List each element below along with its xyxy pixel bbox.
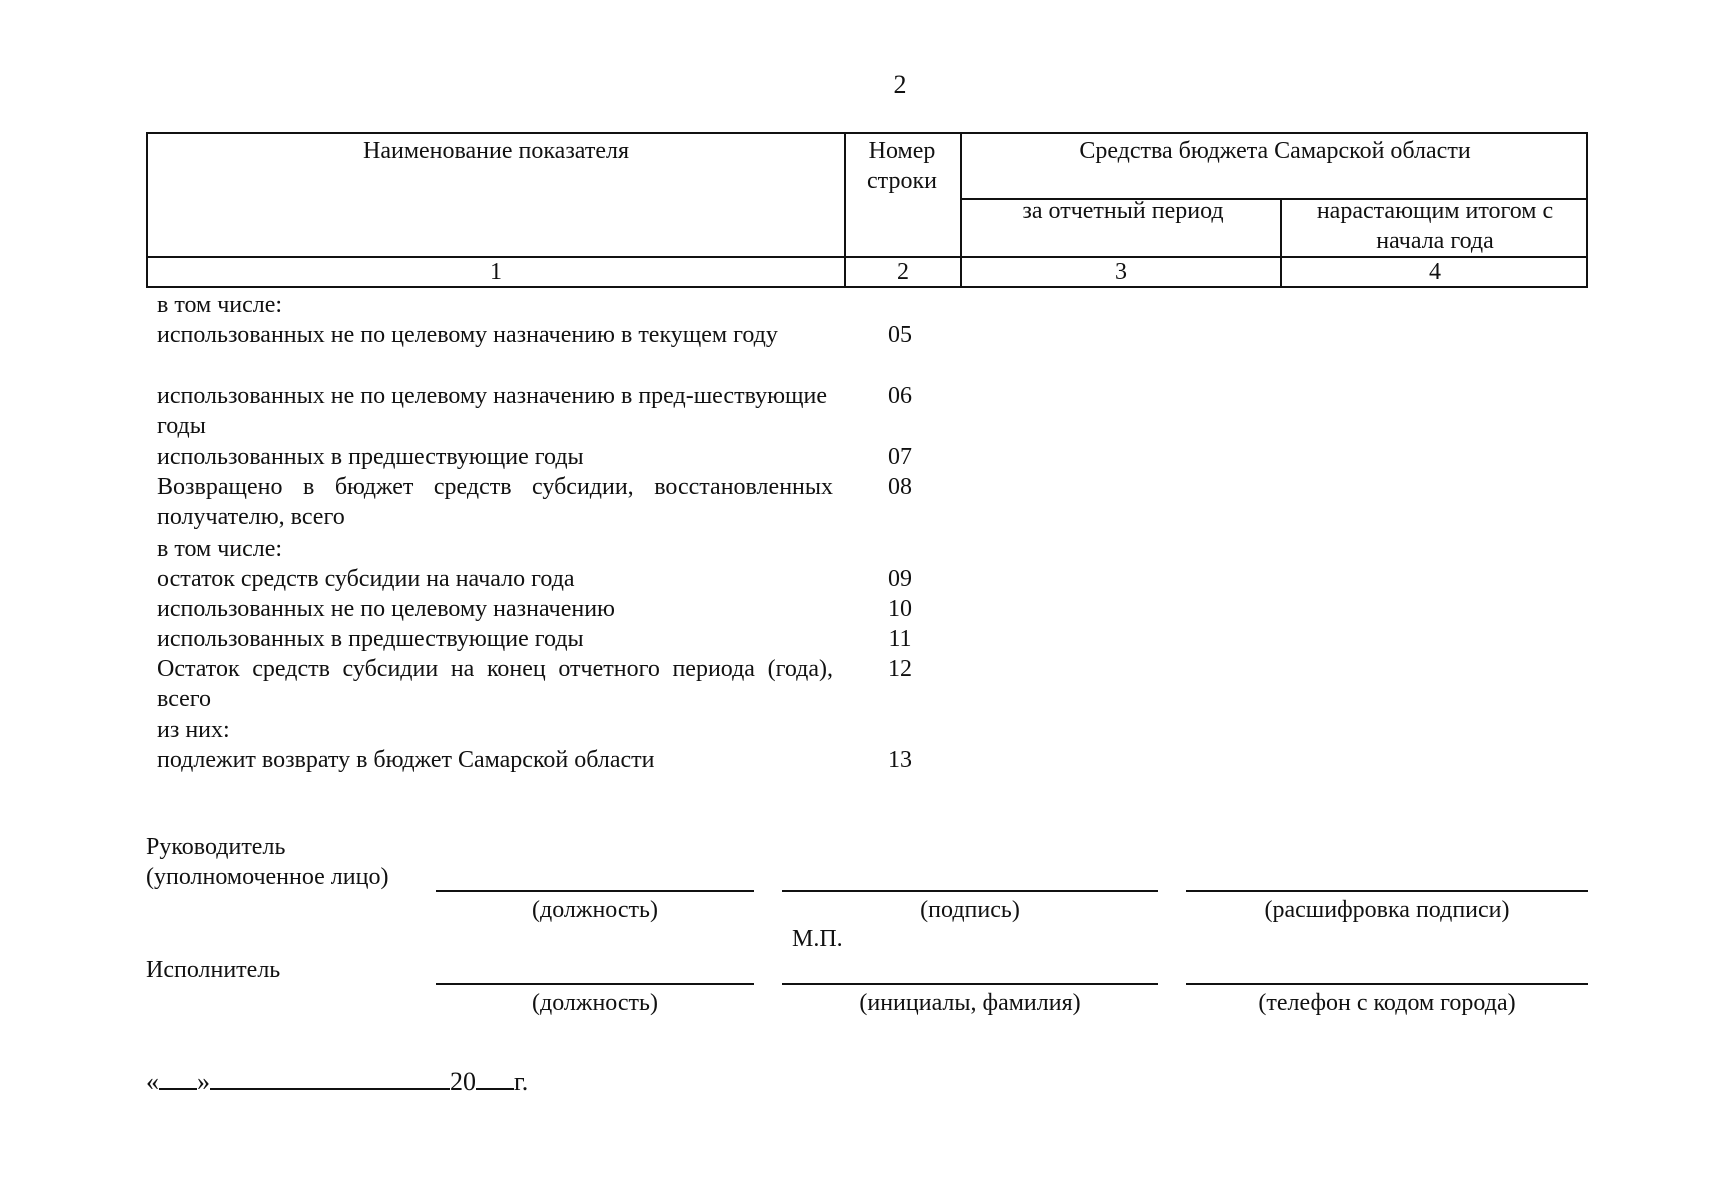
- row-code: 06: [888, 383, 912, 409]
- column-number: 4: [1429, 259, 1441, 285]
- row-code: 11: [888, 626, 912, 652]
- column-number: 1: [490, 259, 502, 285]
- row-label: использованных не по целевому назначению в пред-шествующие годы: [157, 383, 827, 439]
- row-label: использованных не по целевому назначению: [157, 596, 615, 622]
- year-prefix: 20: [450, 1067, 476, 1096]
- header-budget: Средства бюджета Самарской области: [1079, 138, 1471, 164]
- row-label: остаток средств субсидии на начало года: [157, 566, 575, 592]
- row-label: подлежит возврату в бюджет Самарской области: [157, 747, 655, 773]
- header-period: за отчетный период: [1022, 198, 1224, 224]
- month-blank: [210, 1066, 450, 1090]
- row-label: в том числе:: [157, 536, 283, 562]
- row-label: Остаток средств субсидии на конец отчетного периода (года), всего: [157, 656, 833, 712]
- signature-line: [782, 890, 1158, 892]
- row-label: использованных в предшествующие годы: [157, 626, 584, 652]
- head-label: Руководитель: [146, 834, 286, 860]
- row-code: 10: [888, 596, 912, 622]
- decoding-caption: (расшифровка подписи): [1264, 897, 1510, 923]
- initials-caption: (инициалы, фамилия): [859, 990, 1081, 1016]
- column-number: 2: [897, 259, 909, 285]
- row-label: Возвращено в бюджет средств субсидии, восстановленных получателю, всего: [157, 474, 833, 530]
- executor-label: Исполнитель: [146, 957, 281, 983]
- row-code: 12: [888, 656, 912, 682]
- phone-caption: (телефон с кодом города): [1258, 990, 1516, 1016]
- position-caption: (должность): [532, 990, 658, 1016]
- row-code: 05: [888, 322, 912, 348]
- stamp-label: М.П.: [792, 926, 843, 952]
- day-blank: [159, 1066, 197, 1090]
- date-close-quote: »: [197, 1067, 210, 1096]
- row-label: в том числе:: [157, 292, 283, 318]
- row-code: 08: [888, 474, 912, 500]
- column-number: 3: [1115, 259, 1127, 285]
- header-name: Наименование показателя: [363, 138, 629, 164]
- row-code: 09: [888, 566, 912, 592]
- position-line: [436, 983, 754, 985]
- head-label-authorized: (уполномоченное лицо): [146, 864, 389, 890]
- table-header: [146, 132, 1588, 288]
- row-code: 07: [888, 444, 912, 470]
- row-label: использованных не по целевому назначению в текущем году: [157, 322, 778, 348]
- decoding-line: [1186, 890, 1588, 892]
- page-number: 2: [893, 70, 907, 99]
- date-line: [146, 1066, 528, 1097]
- row-code: 13: [888, 747, 912, 773]
- date-open-quote: «: [146, 1067, 159, 1096]
- row-label: из них:: [157, 717, 230, 743]
- year-blank: [476, 1066, 514, 1090]
- header-cumulative: нарастающим итогом с начала года: [1316, 198, 1554, 254]
- position-line: [436, 890, 754, 892]
- year-suffix: г.: [514, 1067, 529, 1096]
- position-caption: (должность): [532, 897, 658, 923]
- signature-caption: (подпись): [920, 897, 1020, 923]
- phone-line: [1186, 983, 1588, 985]
- row-label: использованных в предшествующие годы: [157, 444, 584, 470]
- initials-line: [782, 983, 1158, 985]
- header-row-number: Номер строки: [867, 138, 937, 194]
